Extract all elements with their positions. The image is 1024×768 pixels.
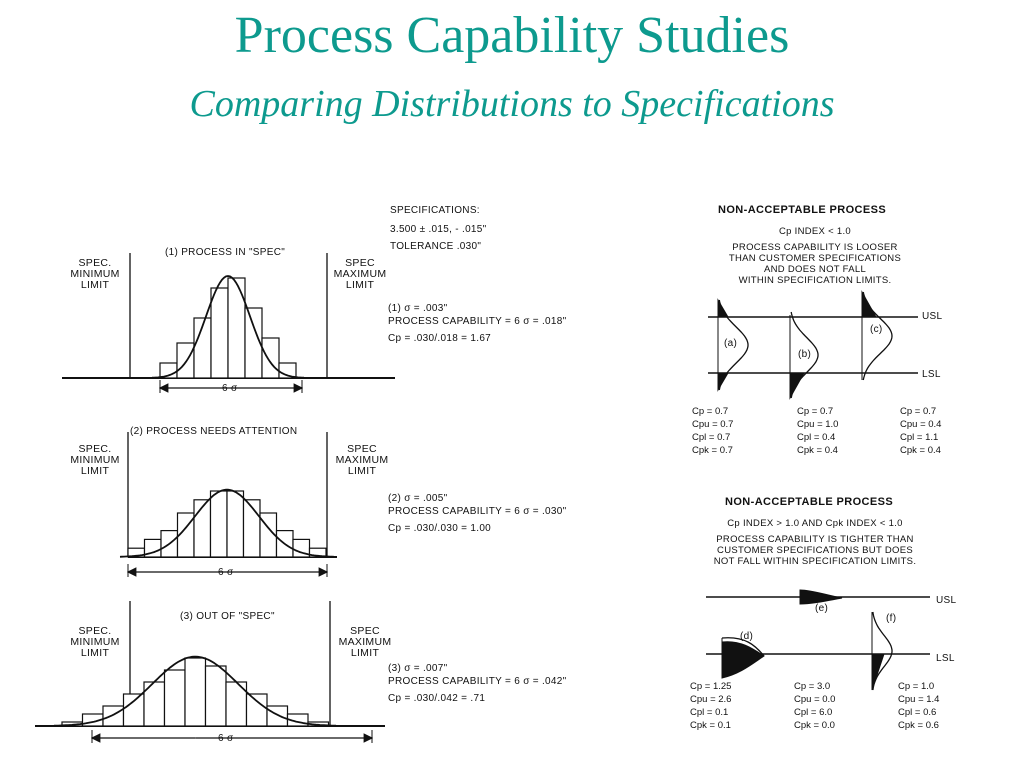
bottom-stats-e-cpu: Cpu = 0.0 [794, 694, 836, 705]
bottom-stats-e-cpl: Cpl = 6.0 [794, 707, 833, 718]
case-3-heading: (3) OUT OF "SPEC" [180, 611, 275, 622]
histogram-bar-2-6 [211, 491, 228, 557]
six-sigma-label-3: 6 σ [218, 733, 234, 744]
top-heading: NON-ACCEPTABLE PROCESS [718, 204, 887, 216]
curve-f-lower-tail [872, 654, 884, 690]
histogram-bar-1-5 [228, 278, 245, 378]
curve-b-label: (b) [798, 349, 812, 360]
curve-d-tail [722, 642, 764, 678]
bottom-lsl-label: LSL [936, 653, 955, 664]
top-stats-b-cpu: Cpu = 1.0 [797, 419, 839, 430]
six-sigma-label-2: 6 σ [218, 567, 234, 578]
curve-a-label: (a) [724, 338, 738, 349]
spec-max-label-3: SPEC MAXIMUM LIMIT [338, 625, 392, 659]
histogram-bar-3-10 [247, 694, 268, 726]
case-3-capability: PROCESS CAPABILITY = 6 σ = .042" [388, 676, 567, 687]
top-index: Cp INDEX < 1.0 [778, 226, 852, 237]
histogram-bar-3-4 [124, 694, 145, 726]
top-stats-c-cp: Cp = 0.7 [900, 406, 937, 417]
histogram-bar-3-11 [267, 706, 288, 726]
spec-min-label-2: SPEC. MINIMUM LIMIT [70, 443, 120, 477]
curve-c-label: (c) [870, 324, 883, 335]
bottom-stats-f-cp: Cp = 1.0 [898, 681, 935, 692]
curve-d-label: (d) [740, 631, 754, 642]
bottom-stats-d-cpk: Cpk = 0.1 [690, 720, 731, 731]
bottom-stats-f-cpk: Cpk = 0.6 [898, 720, 939, 731]
curve-c-upper-tail [862, 292, 876, 317]
curve-f-label: (f) [886, 613, 897, 624]
bottom-stats-d-cpl: Cpl = 0.1 [690, 707, 729, 718]
histogram-bar-2-7 [227, 491, 244, 557]
case-1-sigma: (1) σ = .003" [388, 303, 448, 314]
top-usl-label: USL [922, 311, 943, 322]
case-2-cp: Cp = .030/.030 = 1.00 [388, 523, 492, 534]
six-sigma-label-1: 6 σ [222, 383, 238, 394]
bottom-stats-e-cp: Cp = 3.0 [794, 681, 831, 692]
top-description: PROCESS CAPABILITY IS LOOSER THAN CUSTOMER SPECIFICATIONS AND DOES NOT FALL WITHIN SPECIFICATION LIMITS. [728, 242, 902, 286]
bottom-stats-d-cp: Cp = 1.25 [690, 681, 732, 692]
histogram-bar-1-2 [177, 343, 194, 378]
histogram-bar-1-4 [211, 288, 228, 378]
curve-e-label: (e) [815, 603, 829, 614]
bottom-description: PROCESS CAPABILITY IS TIGHTER THAN CUSTOMER SPECIFICATIONS BUT DOES NOT FALL WITHIN SPECIFICATION LIMITS. [713, 534, 917, 567]
top-stats-b-cpl: Cpl = 0.4 [797, 432, 836, 443]
case-2-sigma: (2) σ = .005" [388, 493, 448, 504]
top-stats-a-cpu: Cpu = 0.7 [692, 419, 734, 430]
page-subtitle: Comparing Distributions to Specifications [189, 83, 835, 125]
case-3-sigma: (3) σ = .007" [388, 663, 448, 674]
specifications-value: 3.500 ± .015, - .015" [390, 224, 487, 235]
curve-a-lower-tail [718, 373, 728, 390]
case-2-heading: (2) PROCESS NEEDS ATTENTION [130, 426, 298, 437]
bottom-stats-e-cpk: Cpk = 0.0 [794, 720, 835, 731]
bottom-index: Cp INDEX > 1.0 AND Cpk INDEX < 1.0 [727, 518, 903, 529]
page-title: Process Capability Studies [234, 7, 790, 64]
histogram-bar-1-7 [262, 338, 279, 378]
spec-max-label-2: SPEC MAXIMUM LIMIT [335, 443, 389, 477]
histogram-bar-3-7 [185, 658, 206, 726]
histogram-bar-3-6 [165, 670, 186, 726]
top-stats-b-cp: Cp = 0.7 [797, 406, 834, 417]
specifications-heading: SPECIFICATIONS: [390, 205, 480, 216]
case-3-cp: Cp = .030/.042 = .71 [388, 693, 486, 704]
case-1-cp: Cp = .030/.018 = 1.67 [388, 333, 492, 344]
specifications-tolerance: TOLERANCE .030" [390, 241, 482, 252]
bottom-stats-f-cpu: Cpu = 1.4 [898, 694, 940, 705]
case-2-capability: PROCESS CAPABILITY = 6 σ = .030" [388, 506, 567, 517]
top-stats-b-cpk: Cpk = 0.4 [797, 445, 838, 456]
bottom-heading: NON-ACCEPTABLE PROCESS [725, 496, 894, 508]
histogram-bar-3-8 [206, 666, 227, 726]
top-lsl-label: LSL [922, 369, 941, 380]
top-stats-c-cpk: Cpk = 0.4 [900, 445, 941, 456]
bottom-stats-f-cpl: Cpl = 0.6 [898, 707, 937, 718]
top-stats-c-cpu: Cpu = 0.4 [900, 419, 942, 430]
case-1-heading: (1) PROCESS IN "SPEC" [165, 247, 286, 258]
top-stats-a-cpk: Cpk = 0.7 [692, 445, 733, 456]
case-1-capability: PROCESS CAPABILITY = 6 σ = .018" [388, 316, 567, 327]
top-stats-a-cpl: Cpl = 0.7 [692, 432, 731, 443]
curve-b-lower-tail [790, 373, 804, 398]
spec-max-label-1: SPEC MAXIMUM LIMIT [333, 257, 387, 291]
bottom-usl-label: USL [936, 595, 957, 606]
curve-a-upper-tail [718, 300, 728, 317]
spec-min-label-1: SPEC. MINIMUM LIMIT [70, 257, 120, 291]
bottom-stats-d-cpu: Cpu = 2.6 [690, 694, 732, 705]
spec-min-label-3: SPEC. MINIMUM LIMIT [70, 625, 120, 659]
top-stats-c-cpl: Cpl = 1.1 [900, 432, 939, 443]
top-stats-a-cp: Cp = 0.7 [692, 406, 729, 417]
histogram-bar-3-3 [103, 706, 124, 726]
